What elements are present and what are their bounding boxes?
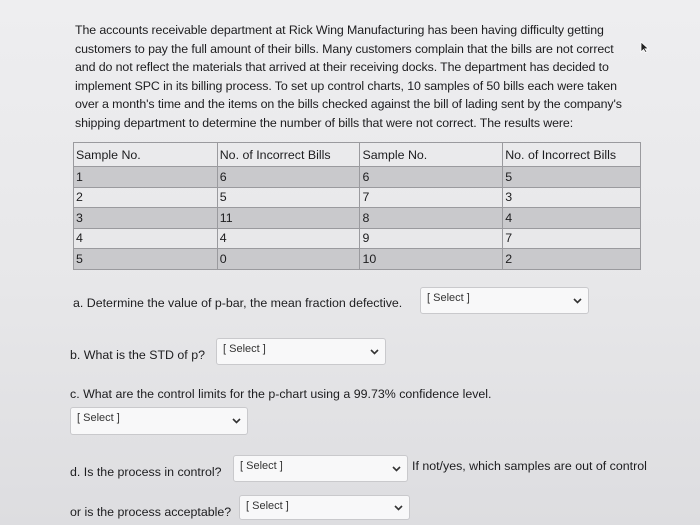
table-cell: 2 (74, 187, 218, 208)
problem-statement (75, 21, 635, 133)
chevron-down-icon (573, 298, 582, 304)
question-c-text: c. What are the control limits for the p-chart using a 99.73% confidence level. (70, 387, 492, 401)
column-header: Sample No. (360, 143, 503, 167)
question-c-select[interactable] (70, 407, 248, 435)
table-cell: 2 (503, 249, 641, 270)
table-cell: 6 (217, 167, 360, 188)
table-cell: 7 (360, 187, 503, 208)
table-cell: 3 (503, 187, 641, 208)
question-d-followup-text: If not/yes, which samples are out of control (412, 459, 647, 473)
chevron-down-icon (394, 505, 403, 511)
column-header: No. of Incorrect Bills (503, 143, 641, 167)
question-d-text: d. Is the process in control? (70, 465, 222, 479)
table-cell: 5 (217, 187, 360, 208)
chevron-down-icon (392, 466, 401, 472)
results-table (73, 142, 641, 270)
statement-line: and do not reflect the materials that arrived at their receiving docks. The department has decided to (75, 60, 609, 75)
table-cell: 10 (360, 249, 503, 270)
statement-line: implement SPC in its billing process. To set up control charts, 10 samples of 50 bills each were taken (75, 78, 617, 93)
table-cell: 6 (360, 167, 503, 188)
select-placeholder: [ Select ] (246, 500, 289, 512)
select-placeholder: [ Select ] (427, 292, 470, 304)
table-cell: 5 (74, 249, 218, 270)
question-b-select[interactable] (216, 338, 386, 365)
column-header: No. of Incorrect Bills (217, 143, 360, 167)
chevron-down-icon (232, 418, 241, 424)
statement-line: customers to pay the full amount of their bills. Many customers complain that the bills are not correct (75, 41, 614, 56)
table-cell: 5 (503, 167, 641, 188)
table-row (74, 228, 641, 249)
table-row (74, 187, 641, 208)
table-row (74, 249, 641, 270)
question-a-select[interactable] (420, 287, 589, 314)
table-cell: 7 (503, 228, 641, 249)
table-header-row (74, 143, 641, 167)
mouse-pointer-icon (640, 40, 650, 52)
chevron-down-icon (370, 349, 379, 355)
question-e-text: or is the process acceptable? (70, 505, 232, 519)
table-cell: 1 (74, 167, 218, 188)
statement-line: The accounts receivable department at Rick Wing Manufacturing has been having difficulty getting (75, 23, 604, 37)
table-row (74, 167, 641, 188)
table-cell: 8 (360, 208, 503, 229)
table-row (74, 208, 641, 229)
table-cell: 4 (74, 228, 218, 249)
select-placeholder: [ Select ] (77, 412, 120, 424)
statement-line: over a month's time and the items on the bills checked against the bill of lading sent by the company's (75, 97, 622, 112)
select-placeholder: [ Select ] (223, 343, 266, 355)
question-d-select[interactable] (233, 455, 408, 482)
table-cell: 4 (217, 228, 360, 249)
column-header: Sample No. (74, 143, 218, 167)
question-b-text: b. What is the STD of p? (70, 348, 205, 362)
table-cell: 4 (503, 208, 641, 229)
question-a-text: a. Determine the value of p-bar, the mean fraction defective. (73, 296, 403, 310)
table-cell: 9 (360, 228, 503, 249)
table-cell: 3 (74, 208, 218, 229)
statement-line: shipping department to determine the number of bills that were not correct. The results were: (75, 115, 574, 130)
question-e-select[interactable] (239, 495, 410, 520)
table-cell: 0 (217, 249, 360, 270)
table-cell: 11 (217, 208, 360, 229)
select-placeholder: [ Select ] (240, 460, 283, 472)
